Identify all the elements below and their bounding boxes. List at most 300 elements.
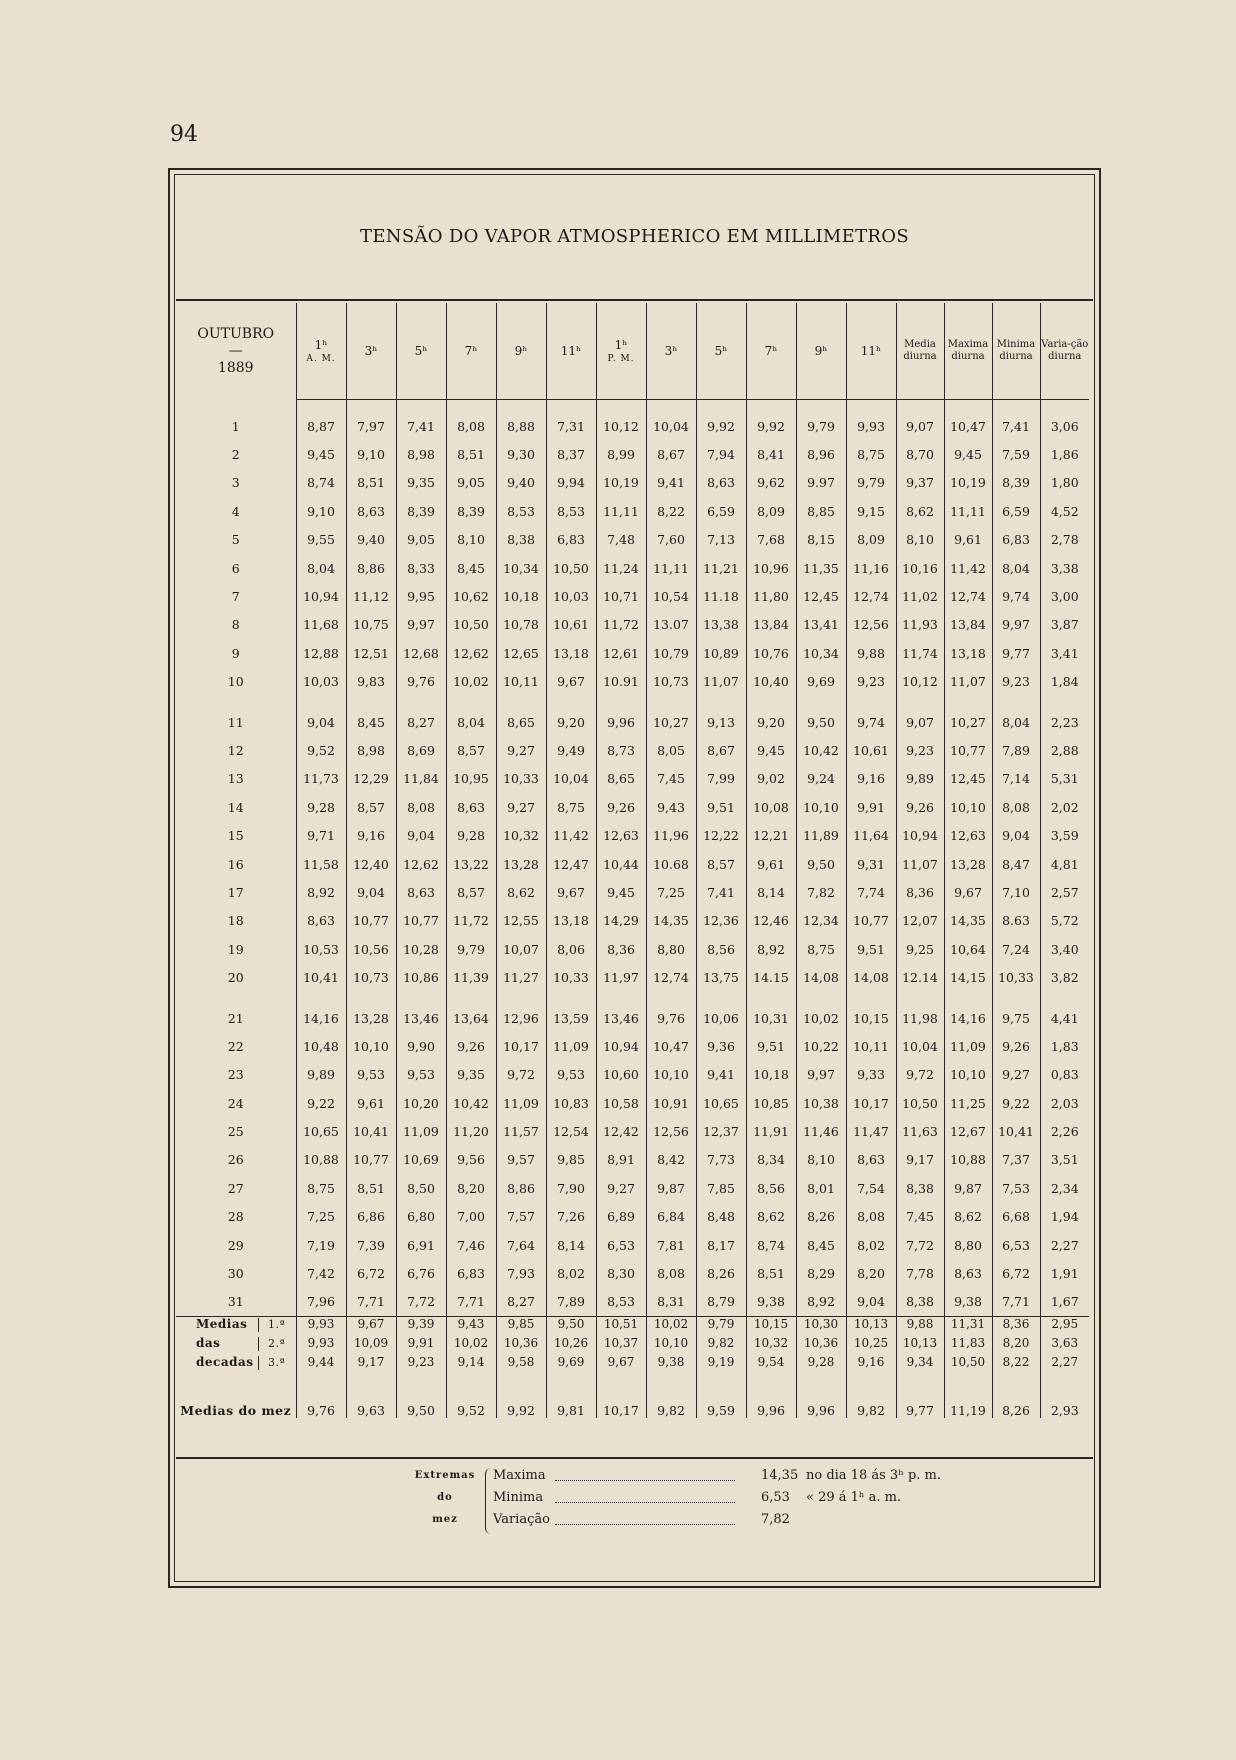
table-row — [176, 1288, 1089, 1317]
value-cell: 7,71 — [446, 1288, 496, 1317]
value-cell: 10,60 — [596, 1061, 646, 1089]
value-cell: 12,34 — [796, 907, 846, 935]
value-cell: 6,83 — [446, 1259, 496, 1287]
value-cell: 9,41 — [646, 469, 696, 497]
value-cell: 7,78 — [896, 1259, 944, 1287]
value-cell: 11,68 — [296, 611, 346, 639]
separator-cell — [746, 400, 796, 413]
value-cell: 8,73 — [596, 736, 646, 764]
value-cell: 10,77 — [396, 907, 446, 935]
value-cell: 7,00 — [446, 1203, 496, 1231]
value-cell: 3,82 — [1040, 963, 1089, 991]
value-cell: 7,72 — [896, 1231, 944, 1259]
value-cell: 7,89 — [546, 1288, 596, 1317]
page-title: TENSÃO DO VAPOR ATMOSPHERICO EM MILLIMETROS — [360, 226, 909, 247]
value-cell: 11,91 — [746, 1117, 796, 1145]
value-cell: 11,93 — [896, 611, 944, 639]
media-label: Media diurna — [903, 339, 937, 362]
value-cell: 10,50 — [896, 1089, 944, 1117]
value-cell: 2,78 — [1040, 526, 1089, 554]
value-cell: 8,85 — [796, 497, 846, 525]
value-cell: 1,80 — [1040, 469, 1089, 497]
value-cell: 8,34 — [746, 1146, 796, 1174]
value-cell: 7,59 — [992, 440, 1040, 468]
value-cell: 9,97 — [992, 611, 1040, 639]
value-cell: 9,04 — [296, 708, 346, 736]
day-cell: 4 — [231, 503, 240, 519]
value-cell: 8,63 — [944, 1259, 992, 1287]
gap-cell — [446, 696, 496, 708]
value-cell: 8,36 — [596, 935, 646, 963]
value-cell: 8,70 — [896, 440, 944, 468]
hour-label: 5ʰ — [714, 344, 728, 358]
value-cell: 8,10 — [446, 526, 496, 554]
maxima-label: Maxima diurna — [947, 339, 989, 362]
value-cell: 13,84 — [944, 611, 992, 639]
value-cell: 8,63 — [346, 497, 396, 525]
decade-value-cell: 9,16 — [846, 1355, 896, 1374]
decade-row — [176, 1355, 1089, 1374]
value-cell: 13,18 — [546, 907, 596, 935]
value-cell: 10,86 — [396, 963, 446, 991]
value-cell: 11,46 — [796, 1117, 846, 1145]
gap-cell — [646, 992, 696, 1004]
value-cell: 11,84 — [396, 765, 446, 793]
value-cell: 9,02 — [746, 765, 796, 793]
gap-cell — [944, 696, 992, 708]
decade-value-cell: 9,44 — [296, 1355, 346, 1374]
value-cell: 7,46 — [446, 1231, 496, 1259]
decade-value-cell: 10,36 — [496, 1336, 546, 1355]
value-cell: 8,67 — [696, 736, 746, 764]
decade-value-cell: 9,85 — [496, 1317, 546, 1337]
value-cell: 10,41 — [992, 1117, 1040, 1145]
value-cell: 6,83 — [546, 526, 596, 554]
value-cell: 8,20 — [446, 1174, 496, 1202]
value-cell: 13,28 — [944, 850, 992, 878]
value-cell: 8,80 — [944, 1231, 992, 1259]
table-row — [176, 1032, 1089, 1060]
value-cell: 9,22 — [296, 1089, 346, 1117]
value-cell: 12,68 — [396, 639, 446, 667]
month-mean-label: Medias do mez — [180, 1403, 292, 1419]
extremes-label-1: Extremas — [414, 1470, 476, 1481]
table-row — [176, 708, 1089, 736]
day-cell: 16 — [227, 856, 244, 872]
gap-cell — [846, 696, 896, 708]
value-cell: 9,94 — [546, 469, 596, 497]
separator-cell — [176, 400, 296, 413]
decade-brace — [258, 1356, 265, 1370]
value-cell: 9,72 — [896, 1061, 944, 1089]
extreme-value: 6,53 — [761, 1490, 790, 1505]
value-cell: 10,88 — [296, 1146, 346, 1174]
value-cell: 10,94 — [296, 582, 346, 610]
value-cell: 9,79 — [446, 935, 496, 963]
gap-cell — [546, 992, 596, 1004]
value-cell: 11,07 — [696, 668, 746, 696]
value-cell: 8,87 — [296, 412, 346, 440]
value-cell: 10,12 — [896, 668, 944, 696]
header-rule — [176, 299, 1093, 301]
value-cell: 9,95 — [396, 582, 446, 610]
value-cell: 8,74 — [746, 1231, 796, 1259]
separator-cell — [896, 400, 944, 413]
value-cell: 7,73 — [696, 1146, 746, 1174]
value-cell: 7,25 — [296, 1203, 346, 1231]
value-cell: 10,50 — [446, 611, 496, 639]
value-cell: 9,24 — [796, 765, 846, 793]
gap-cell — [596, 696, 646, 708]
value-cell: 10,33 — [992, 963, 1040, 991]
value-cell: 9,20 — [746, 708, 796, 736]
separator-cell — [296, 400, 346, 413]
decade-value-cell: 9,93 — [296, 1317, 346, 1337]
decade-row — [176, 1317, 1089, 1337]
value-cell: 9,45 — [746, 736, 796, 764]
extreme-name: Variação — [493, 1512, 550, 1527]
decade-number: 2.ª — [268, 1337, 286, 1351]
value-cell: 9,37 — [896, 469, 944, 497]
decade-number: 1.ª — [268, 1318, 286, 1332]
table-row — [176, 878, 1089, 906]
value-cell: 9,27 — [596, 1174, 646, 1202]
value-cell: 8,27 — [496, 1288, 546, 1317]
decade-value-cell: 9,88 — [896, 1317, 944, 1337]
decade-group-label: decadas — [196, 1355, 254, 1370]
value-cell: 11,27 — [496, 963, 546, 991]
value-cell: 12,61 — [596, 639, 646, 667]
value-cell: 8,62 — [896, 497, 944, 525]
value-cell: 10,04 — [896, 1032, 944, 1060]
value-cell: 10,03 — [296, 668, 346, 696]
value-cell: 8,10 — [796, 1146, 846, 1174]
decade-value-cell: 10,15 — [746, 1317, 796, 1337]
value-cell: 8,05 — [646, 736, 696, 764]
value-cell: 12,42 — [596, 1117, 646, 1145]
decade-label-cell — [176, 1355, 296, 1374]
decade-value-cell: 10,02 — [646, 1317, 696, 1337]
value-cell: 14,15 — [944, 963, 992, 991]
value-cell: 9,35 — [446, 1061, 496, 1089]
hour-header-9pm — [796, 303, 846, 400]
value-cell: 9,25 — [896, 935, 944, 963]
value-cell: 10,11 — [846, 1032, 896, 1060]
decade-value-cell: 3,63 — [1040, 1336, 1089, 1355]
value-cell: 7,89 — [992, 736, 1040, 764]
value-cell: 8,69 — [396, 736, 446, 764]
value-cell: 9,41 — [696, 1061, 746, 1089]
value-cell: 7,41 — [396, 412, 446, 440]
month-mean-value: 9,82 — [846, 1374, 896, 1418]
decade-value-cell: 10,36 — [796, 1336, 846, 1355]
value-cell: 7,72 — [396, 1288, 446, 1317]
value-cell: 10,27 — [646, 708, 696, 736]
decade-value-cell: 9,54 — [746, 1355, 796, 1374]
value-cell: 8,48 — [696, 1203, 746, 1231]
value-cell: 9,92 — [746, 412, 796, 440]
value-cell: 8,08 — [396, 793, 446, 821]
value-cell: 3,41 — [1040, 639, 1089, 667]
value-cell: 12,65 — [496, 639, 546, 667]
value-cell: 9,91 — [846, 793, 896, 821]
decade-brace — [258, 1318, 265, 1332]
value-cell: 9,26 — [446, 1032, 496, 1060]
value-cell: 10,08 — [746, 793, 796, 821]
value-cell: 14,08 — [846, 963, 896, 991]
value-cell: 6,53 — [992, 1231, 1040, 1259]
gap-cell — [746, 992, 796, 1004]
day-cell: 12 — [227, 742, 244, 758]
value-cell: 12,45 — [796, 582, 846, 610]
value-cell: 7,96 — [296, 1288, 346, 1317]
decade-value-cell: 10,26 — [546, 1336, 596, 1355]
value-cell: 9,07 — [896, 412, 944, 440]
value-cell: 0,83 — [1040, 1061, 1089, 1089]
hour-label: 1ʰ — [314, 338, 328, 352]
value-cell: 8,51 — [346, 469, 396, 497]
decade-value-cell: 9,58 — [496, 1355, 546, 1374]
decade-value-cell: 9,34 — [896, 1355, 944, 1374]
month-header — [176, 303, 296, 400]
day-cell: 8 — [231, 617, 240, 633]
value-cell: 11,97 — [596, 963, 646, 991]
value-cell: 2,03 — [1040, 1089, 1089, 1117]
value-cell: 9,76 — [396, 668, 446, 696]
value-cell: 9,85 — [546, 1146, 596, 1174]
value-cell: 10,61 — [846, 736, 896, 764]
value-cell: 9,51 — [696, 793, 746, 821]
table-row — [176, 1061, 1089, 1089]
value-cell: 9,04 — [846, 1288, 896, 1317]
value-cell: 10,88 — [944, 1146, 992, 1174]
month-mean-value: 8,26 — [992, 1374, 1040, 1418]
extreme-value: 7,82 — [761, 1512, 790, 1527]
value-cell: 6,86 — [346, 1203, 396, 1231]
value-cell: 9,53 — [346, 1061, 396, 1089]
value-cell: 8,26 — [796, 1203, 846, 1231]
value-cell: 10,20 — [396, 1089, 446, 1117]
gap-cell — [796, 696, 846, 708]
value-cell: 10,15 — [846, 1004, 896, 1032]
extreme-when: no dia 18 ás 3ʰ p. m. — [806, 1468, 941, 1483]
value-cell: 11,80 — [746, 582, 796, 610]
value-cell: 10,18 — [746, 1061, 796, 1089]
value-cell: 8,98 — [396, 440, 446, 468]
value-cell: 8,57 — [446, 736, 496, 764]
decade-value-cell: 10,13 — [896, 1336, 944, 1355]
value-cell: 13,59 — [546, 1004, 596, 1032]
value-cell: 7,39 — [346, 1231, 396, 1259]
value-cell: 6,91 — [396, 1231, 446, 1259]
value-cell: 10,89 — [696, 639, 746, 667]
gap-cell — [1040, 696, 1089, 708]
value-cell: 7,71 — [346, 1288, 396, 1317]
value-cell: 10,34 — [496, 554, 546, 582]
value-cell: 8,39 — [446, 497, 496, 525]
value-cell: 10,04 — [546, 765, 596, 793]
value-cell: 8,57 — [346, 793, 396, 821]
value-cell: 8,53 — [596, 1288, 646, 1317]
value-cell: 9,33 — [846, 1061, 896, 1089]
value-cell: 7,53 — [992, 1174, 1040, 1202]
value-cell: 8,14 — [746, 878, 796, 906]
decade-number: 3.ª — [268, 1356, 286, 1370]
value-cell: 4,52 — [1040, 497, 1089, 525]
value-cell: 7,25 — [646, 878, 696, 906]
minima-header — [992, 303, 1040, 400]
value-cell: 7,82 — [796, 878, 846, 906]
separator-cell — [846, 400, 896, 413]
value-cell: 10,41 — [346, 1117, 396, 1145]
value-cell: 9,74 — [846, 708, 896, 736]
value-cell: 9,90 — [396, 1032, 446, 1060]
value-cell: 9,28 — [296, 793, 346, 821]
value-cell: 9,92 — [696, 412, 746, 440]
day-cell: 31 — [227, 1294, 244, 1310]
value-cell: 7,42 — [296, 1259, 346, 1287]
value-cell: 11,16 — [846, 554, 896, 582]
table-row — [176, 1089, 1089, 1117]
month-mean-value: 11,19 — [944, 1374, 992, 1418]
value-cell: 8,91 — [596, 1146, 646, 1174]
value-cell: 8,45 — [346, 708, 396, 736]
table-row — [176, 1146, 1089, 1174]
separator-cell — [496, 400, 546, 413]
decade-value-cell: 9,82 — [696, 1336, 746, 1355]
value-cell: 9,10 — [346, 440, 396, 468]
value-cell: 13,84 — [746, 611, 796, 639]
hour-label: 1ʰ — [614, 338, 628, 352]
value-cell: 6,72 — [346, 1259, 396, 1287]
value-cell: 9,53 — [546, 1061, 596, 1089]
decade-label-cell — [176, 1317, 296, 1337]
value-cell: 8,53 — [496, 497, 546, 525]
gap-cell — [396, 696, 446, 708]
day-cell: 22 — [227, 1038, 244, 1054]
page-number: 94 — [170, 122, 198, 147]
value-cell: 10,40 — [746, 668, 796, 696]
table-row — [176, 1259, 1089, 1287]
hour-label: 9ʰ — [514, 344, 528, 358]
value-cell: 11,09 — [944, 1032, 992, 1060]
value-cell: 8,79 — [696, 1288, 746, 1317]
month-mean-value: 9,76 — [296, 1374, 346, 1418]
value-cell: 7,37 — [992, 1146, 1040, 1174]
gap-cell — [696, 992, 746, 1004]
month-mean-value: 9,82 — [646, 1374, 696, 1418]
value-cell: 10,94 — [896, 821, 944, 849]
value-cell: 10,41 — [296, 963, 346, 991]
month-mean-value: 9,63 — [346, 1374, 396, 1418]
value-cell: 10,38 — [796, 1089, 846, 1117]
decade-gap-row — [176, 696, 1089, 708]
value-cell: 10,19 — [596, 469, 646, 497]
value-cell: 8,42 — [646, 1146, 696, 1174]
value-cell: 10,73 — [646, 668, 696, 696]
decade-brace — [258, 1337, 265, 1351]
value-cell: 8,14 — [546, 1231, 596, 1259]
value-cell: 7,74 — [846, 878, 896, 906]
decade-value-cell: 9,91 — [396, 1336, 446, 1355]
decade-value-cell: 8,36 — [992, 1317, 1040, 1337]
table-row — [176, 582, 1089, 610]
value-cell: 9,40 — [496, 469, 546, 497]
value-cell: 11,64 — [846, 821, 896, 849]
value-cell: 1,83 — [1040, 1032, 1089, 1060]
value-cell: 8,63 — [296, 907, 346, 935]
value-cell: 7,31 — [546, 412, 596, 440]
value-cell: 10,10 — [646, 1061, 696, 1089]
value-cell: 10,12 — [596, 412, 646, 440]
value-cell: 8,08 — [446, 412, 496, 440]
value-cell: 9,16 — [346, 821, 396, 849]
extreme-maxima-row — [493, 1468, 1093, 1488]
value-cell: 9,61 — [746, 850, 796, 878]
decade-value-cell: 10,32 — [746, 1336, 796, 1355]
value-cell: 8,63 — [396, 878, 446, 906]
decade-value-cell: 2,95 — [1040, 1317, 1089, 1337]
value-cell: 9,04 — [992, 821, 1040, 849]
gap-cell — [296, 992, 346, 1004]
value-cell: 11,74 — [896, 639, 944, 667]
value-cell: 10,47 — [646, 1032, 696, 1060]
value-cell: 8,62 — [496, 878, 546, 906]
value-cell: 8,47 — [992, 850, 1040, 878]
day-cell: 7 — [231, 589, 240, 605]
value-cell: 8,01 — [796, 1174, 846, 1202]
value-cell: 9,05 — [446, 469, 496, 497]
value-cell: 12,36 — [696, 907, 746, 935]
value-cell: 1,67 — [1040, 1288, 1089, 1317]
separator-cell — [396, 400, 446, 413]
table-row — [176, 907, 1089, 935]
value-cell: 8,75 — [796, 935, 846, 963]
value-cell: 10,10 — [346, 1032, 396, 1060]
value-cell: 2,02 — [1040, 793, 1089, 821]
extreme-name: Minima — [493, 1490, 544, 1505]
value-cell: 8,45 — [446, 554, 496, 582]
value-cell: 9,67 — [546, 668, 596, 696]
value-cell: 9,23 — [846, 668, 896, 696]
value-cell: 9,62 — [746, 469, 796, 497]
separator-cell — [346, 400, 396, 413]
day-cell: 15 — [227, 828, 244, 844]
value-cell: 13,64 — [446, 1004, 496, 1032]
value-cell: 11,20 — [446, 1117, 496, 1145]
gap-cell — [896, 992, 944, 1004]
value-cell: 8,53 — [546, 497, 596, 525]
value-cell: 10,04 — [646, 412, 696, 440]
value-cell: 6,83 — [992, 526, 1040, 554]
value-cell: 8,92 — [296, 878, 346, 906]
month-mean-value: 9,77 — [896, 1374, 944, 1418]
gap-cell — [346, 696, 396, 708]
value-cell: 13,46 — [596, 1004, 646, 1032]
decade-value-cell: 8,20 — [992, 1336, 1040, 1355]
table-row — [176, 469, 1089, 497]
table-row — [176, 963, 1089, 991]
value-cell: 8,75 — [546, 793, 596, 821]
value-cell: 9,71 — [296, 821, 346, 849]
value-cell: 9,88 — [846, 639, 896, 667]
value-cell: 13,75 — [696, 963, 746, 991]
value-cell: 7,10 — [992, 878, 1040, 906]
value-cell: 12,21 — [746, 821, 796, 849]
value-cell: 8,96 — [796, 440, 846, 468]
value-cell: 10,75 — [346, 611, 396, 639]
value-cell: 8,27 — [396, 708, 446, 736]
